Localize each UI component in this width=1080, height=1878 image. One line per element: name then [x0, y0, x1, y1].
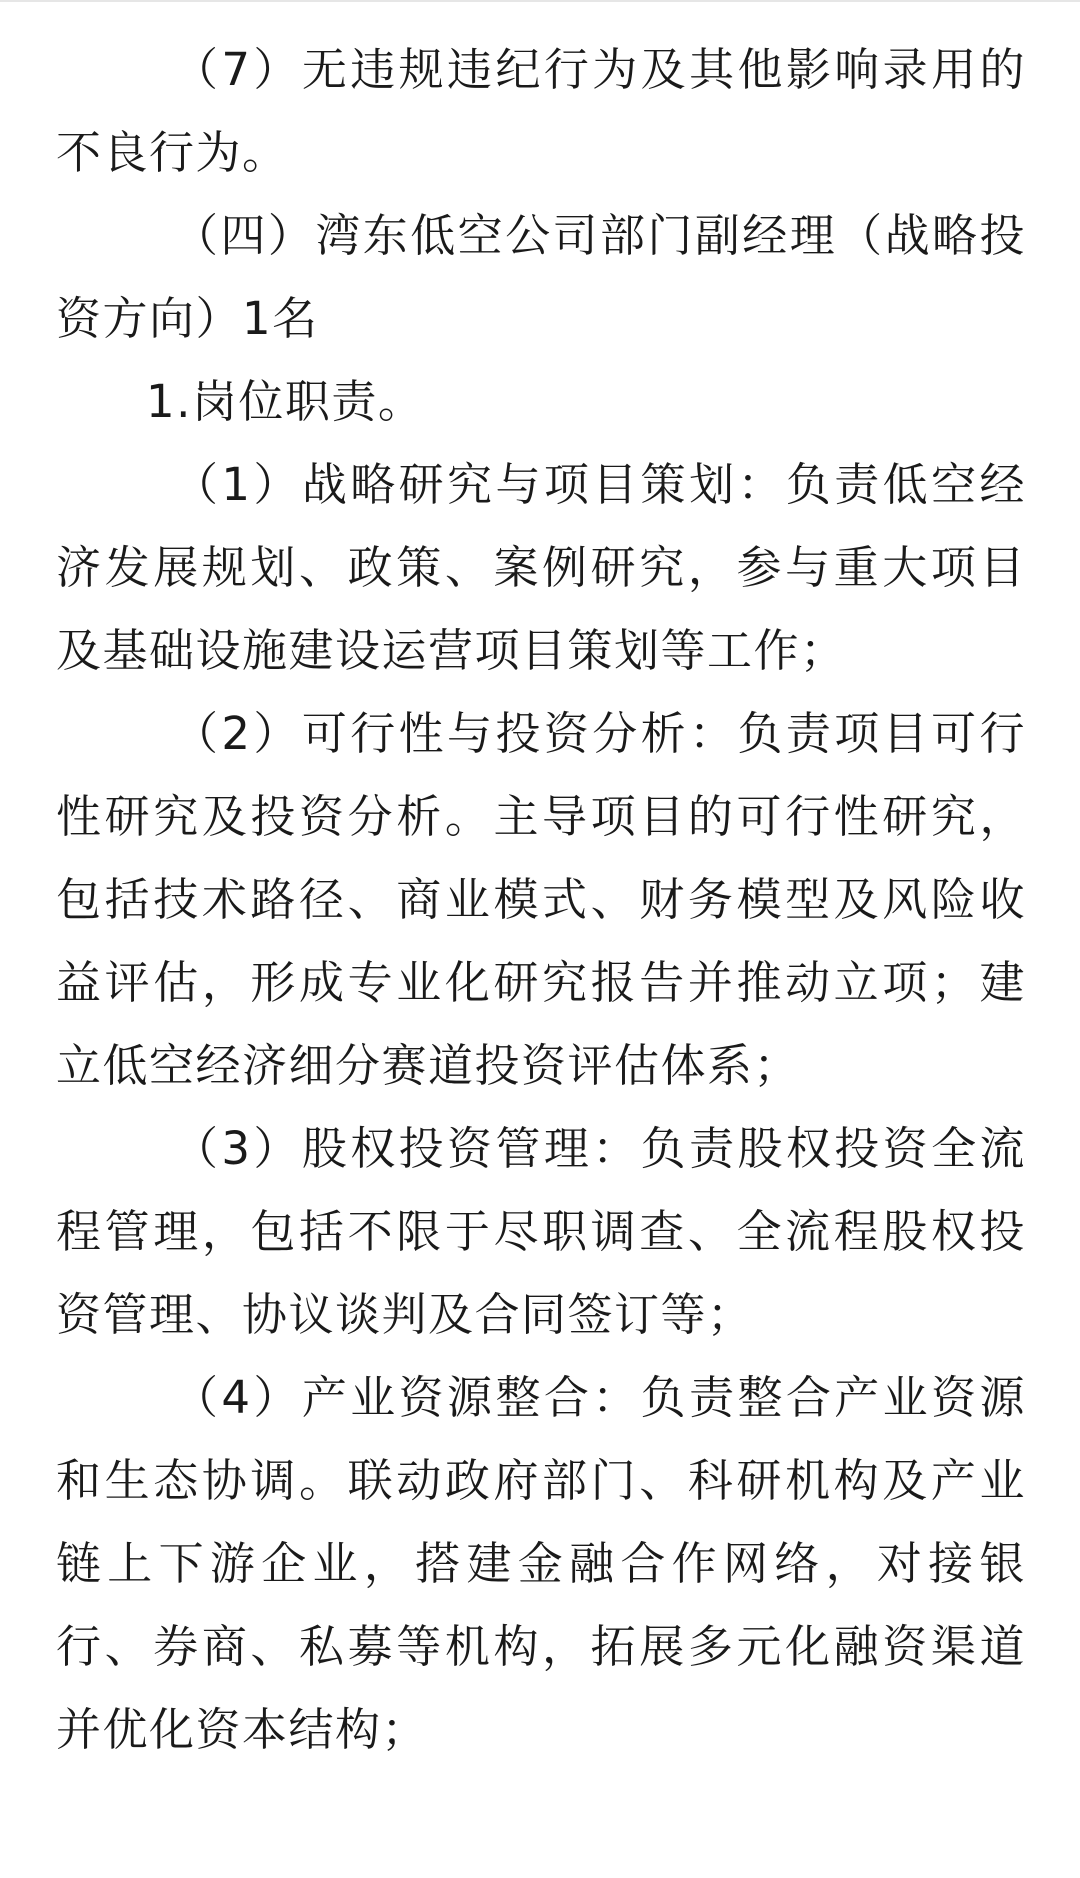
paragraph-position-heading: （四）湾东低空公司部门副经理（战略投资方向）1名: [56, 209, 1026, 345]
paragraph-requirement-7: （7）无违规违纪行为及其他影响录用的不良行为。: [56, 43, 1026, 179]
article-body: [56, 28, 1026, 1771]
paragraph-duty-4: （4）产业资源整合：负责整合产业资源和生态协调。联动政府部门、科研机构及产业链上下游企业，搭建金融合作网络，对接银行、券商、私募等机构，拓展多元化融资渠道并优化资本结构；: [56, 1371, 1026, 1756]
paragraph-duties-heading: 1.岗位职责。: [146, 375, 425, 428]
paragraph-duty-3: （3）股权投资管理：负责股权投资全流程管理，包括不限于尽职调查、全流程股权投资管理、协议谈判及合同签订等；: [56, 1122, 1026, 1341]
top-divider: [0, 0, 1080, 2]
paragraph-duty-2: （2）可行性与投资分析：负责项目可行性研究及投资分析。主导项目的可行性研究，包括技术路径、商业模式、财务模型及风险收益评估，形成专业化研究报告并推动立项；建立低空经济细分赛道投资评估体系；: [56, 707, 1026, 1092]
paragraph-duty-1: （1）战略研究与项目策划：负责低空经济发展规划、政策、案例研究，参与重大项目及基础设施建设运营项目策划等工作；: [56, 458, 1026, 677]
